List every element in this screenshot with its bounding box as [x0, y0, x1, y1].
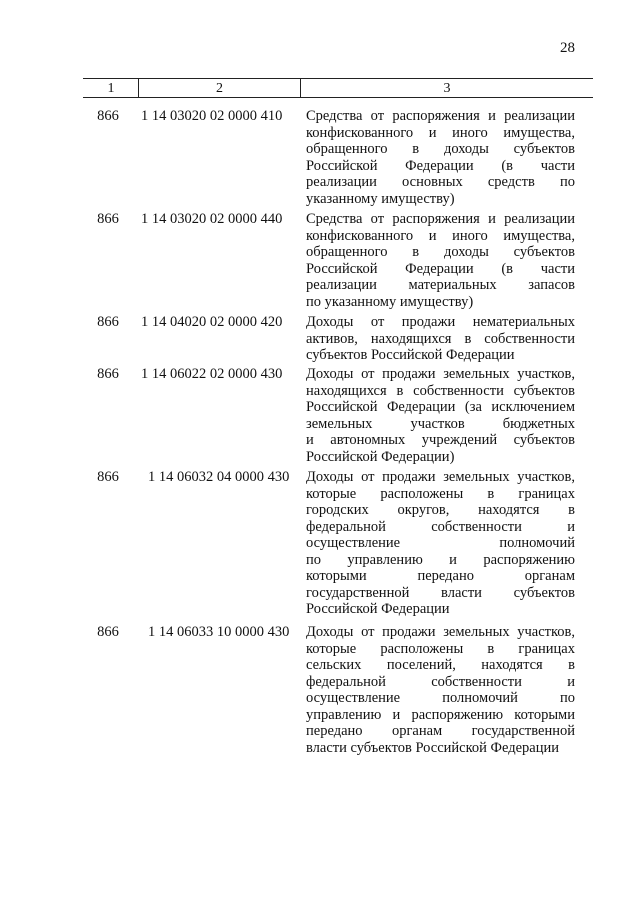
description-line: Доходы от продажи нематериальных [306, 314, 575, 330]
admin-code: 866 [97, 624, 119, 640]
admin-code: 866 [97, 366, 119, 382]
income-description [306, 211, 575, 310]
description-line: передано органам государственной [306, 723, 575, 739]
table-header-bottom-rule [83, 97, 593, 98]
description-line: управлению и распоряжению которыми [306, 706, 575, 723]
description-line: субъектов Российской Федерации [306, 347, 515, 363]
income-description [306, 108, 575, 207]
budget-classification-code: 1 14 06022 02 0000 430 [141, 366, 283, 382]
description-line: и автономных учреждений субъектов [306, 432, 575, 448]
description-line: государственной власти субъектов [306, 584, 575, 601]
table-header-top-rule [83, 78, 593, 79]
budget-classification-code: 1 14 06032 04 0000 430 [148, 469, 290, 485]
description-line: конфискованного и иного имущества, [306, 227, 575, 244]
description-line: Доходы от продажи земельных участков, [306, 624, 575, 640]
description-line: которые расположены в границах [306, 640, 575, 657]
income-description [306, 469, 575, 618]
budget-classification-code: 1 14 03020 02 0000 410 [141, 108, 283, 124]
description-line: обращенного в доходы субъектов [306, 244, 575, 260]
income-description [306, 314, 575, 364]
description-line: федеральной собственности и [306, 673, 575, 690]
admin-code: 866 [97, 469, 119, 485]
budget-classification-code: 1 14 04020 02 0000 420 [141, 314, 283, 330]
description-line: по указанному имуществу) [306, 293, 474, 310]
description-line: Российской Федерации) [306, 448, 455, 465]
description-line: Доходы от продажи земельных участков, [306, 366, 575, 382]
income-description [306, 366, 575, 465]
header-col-1: 1 [107, 81, 115, 96]
description-line: Российской Федерации (в части [306, 260, 575, 277]
admin-code: 866 [97, 108, 119, 124]
description-line: находящихся в собственности субъектов [306, 382, 575, 399]
description-line: по управлению и распоряжению [306, 551, 575, 568]
description-line: Средства от распоряжения и реализации [306, 211, 575, 227]
admin-code: 866 [97, 314, 119, 330]
description-line: Российской Федерации (за исключением [306, 399, 575, 415]
description-line: осуществление полномочий [306, 535, 575, 551]
description-line: обращенного в доходы субъектов [306, 141, 575, 157]
description-line: Доходы от продажи земельных участков, [306, 469, 575, 485]
description-line: сельских поселений, находятся в [306, 657, 575, 673]
description-line: активов, находящихся в собственности [306, 330, 575, 347]
description-line: конфискованного и иного имущества, [306, 124, 575, 141]
income-description [306, 624, 575, 756]
description-line: Российской Федерации (в части [306, 157, 575, 174]
description-line: реализации материальных запасов [306, 277, 575, 293]
description-line: власти субъектов Российской Федерации [306, 739, 560, 756]
header-col-3: 3 [443, 81, 451, 96]
budget-classification-code: 1 14 06033 10 0000 430 [148, 624, 290, 640]
admin-code: 866 [97, 211, 119, 227]
description-line: Средства от распоряжения и реализации [306, 108, 575, 124]
budget-classification-code: 1 14 03020 02 0000 440 [141, 211, 283, 227]
description-line: Российской Федерации [306, 601, 450, 617]
page-number: 28 [560, 40, 575, 56]
description-line: городских округов, находятся в [306, 502, 575, 518]
description-line: федеральной собственности и [306, 518, 575, 535]
description-line: земельных участков бюджетных [306, 415, 575, 432]
description-line: осуществление полномочий по [306, 690, 575, 706]
description-line: реализации основных средств по [306, 174, 575, 190]
description-line: указанному имуществу) [306, 190, 455, 207]
description-line: которыми передано органам [306, 568, 575, 584]
description-line: которые расположены в границах [306, 485, 575, 502]
header-col-2: 2 [216, 81, 223, 96]
